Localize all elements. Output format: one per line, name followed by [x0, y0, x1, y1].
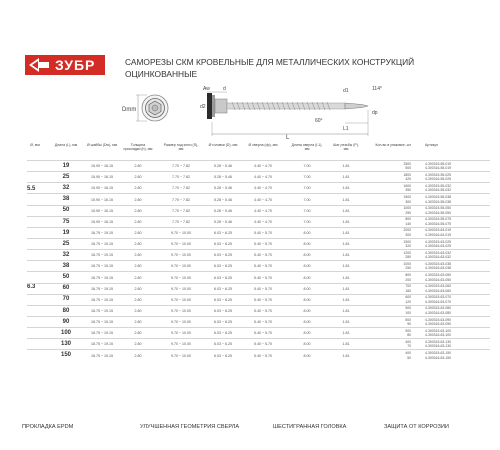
table-row — [27, 316, 490, 327]
thread-pitch-cell: 1.81 — [342, 197, 350, 202]
article-number-cell: 4-300315-63-050 — [425, 273, 452, 277]
drill-diameter-cell: 5.40 ~ 5.70 — [253, 275, 273, 280]
column-header: Длина (L), мм — [54, 143, 78, 147]
thread-pitch-cell: 1.81 — [342, 208, 350, 213]
length-cell: 80 — [62, 307, 70, 314]
washer-diameter-cell: 15.90 ~ 16.15 — [90, 164, 114, 169]
thread-pitch-cell: 1.81 — [342, 353, 350, 358]
article-number-cell: 4-300315-63-150 — [425, 350, 452, 355]
wrench-size-cell: 9.70 ~ 10.00 — [170, 286, 192, 291]
pack-quantity-cell: 1000 — [403, 261, 411, 266]
dmm-label: Dmm — [122, 107, 137, 113]
screw-side-view — [207, 93, 368, 119]
pack-quantity-cell: 90 — [407, 322, 411, 327]
head-diameter-cell: 6.03 ~ 6.25 — [213, 275, 233, 280]
table-row — [27, 349, 490, 360]
table-body — [27, 160, 490, 361]
pack-quantity-cell: 250 — [405, 210, 411, 215]
drill-length-cell: 7.00 — [303, 175, 311, 180]
thread-pitch-cell: 1.81 — [342, 175, 350, 180]
thread-pitch-cell: 1.81 — [342, 186, 350, 191]
pack-quantity-cell: 50 — [407, 355, 411, 360]
article-number-cell: 4-300316-63-100 — [425, 333, 452, 338]
drill-diameter-cell: 4.40 ~ 4.70 — [253, 164, 273, 169]
gasket-thickness-cell: 2.80 — [134, 353, 142, 358]
pack-quantity-cell: 400 — [405, 350, 411, 355]
gasket-thickness-cell: 2.80 — [134, 309, 142, 314]
head-diameter-cell: 6.03 ~ 6.25 — [213, 253, 233, 258]
length-cell: 32 — [62, 185, 70, 192]
wrench-size-cell: 9.70 ~ 10.00 — [170, 242, 192, 247]
head-diameter-cell: 6.03 ~ 6.25 — [213, 242, 233, 247]
pack-quantity-cell: 280 — [405, 255, 411, 260]
article-number-cell: 4-300315-55-019 — [425, 161, 452, 166]
table-row — [27, 205, 490, 216]
wrench-size-cell: 9.70 ~ 10.00 — [170, 353, 192, 358]
gasket-thickness-cell: 2.80 — [134, 286, 142, 291]
l1-label: L1 — [343, 126, 349, 132]
washer-diameter-cell: 18.75 ~ 19.15 — [90, 286, 114, 291]
head-diameter-cell: 5.28 ~ 5.46 — [213, 186, 233, 191]
column-header: Размер под ключ (S), мм — [163, 143, 199, 151]
article-number-cell: 4-300315-55-032 — [425, 183, 452, 188]
pack-quantity-cell: 200 — [405, 277, 411, 282]
article-number-cell: 4-300315-55-025 — [425, 172, 452, 177]
length-cell: 38 — [62, 196, 70, 203]
dp-label: dp — [372, 110, 378, 116]
table-row — [27, 160, 490, 171]
angle-60-label: 60° — [315, 118, 323, 124]
thread-pitch-cell: 1.81 — [342, 253, 350, 258]
wrench-size-cell: 7.70 ~ 7.82 — [171, 208, 191, 213]
article-number-cell: 4-300316-55-050 — [425, 210, 452, 215]
pack-quantity-cell: 320 — [405, 244, 411, 249]
pack-quantity-cell: 1500 — [403, 195, 411, 200]
wrench-size-cell: 9.70 ~ 10.00 — [170, 309, 192, 314]
drill-length-cell: 8.00 — [303, 331, 311, 336]
drill-length-cell: 7.00 — [303, 164, 311, 169]
thread-pitch-cell: 1.81 — [342, 219, 350, 224]
column-header: Ø сверла (dp), мм — [248, 143, 278, 147]
article-number-cell: 4-300315-63-100 — [425, 328, 452, 333]
washer-diameter-cell: 18.75 ~ 19.15 — [90, 331, 114, 336]
table-row — [27, 294, 490, 305]
angle-114-label: 114° — [372, 86, 382, 92]
drill-diameter-cell: 5.40 ~ 5.70 — [253, 320, 273, 325]
thread-pitch-cell: 1.81 — [342, 286, 350, 291]
drill-diameter-cell: 5.40 ~ 5.70 — [253, 297, 273, 302]
article-number-cell: 4-300316-63-060 — [425, 288, 452, 293]
pack-quantity-cell: 1600 — [403, 183, 411, 188]
drill-length-cell: 8.00 — [303, 297, 311, 302]
pack-quantity-cell: 120 — [405, 299, 411, 304]
length-cell: 90 — [62, 318, 70, 325]
wrench-size-cell: 9.70 ~ 10.00 — [170, 331, 192, 336]
article-number-cell: 4-300315-63-038 — [425, 261, 452, 266]
article-number-cell: 4-300315-55-075 — [425, 217, 452, 222]
article-number-cell: 4-300316-63-019 — [425, 233, 452, 238]
feature-epdm: ПРОКЛАДКА EPDM — [22, 424, 74, 430]
article-number-cell: 4-300316-63-050 — [425, 277, 452, 282]
thread-pitch-cell: 1.81 — [342, 320, 350, 325]
wrench-size-cell: 7.70 ~ 7.82 — [171, 164, 191, 169]
brand-logo — [25, 55, 105, 75]
thread-pitch-cell: 1.81 — [342, 331, 350, 336]
diameter-group — [27, 160, 490, 227]
length-cell: 19 — [62, 162, 70, 169]
article-number-cell: 4-300316-55-032 — [425, 188, 452, 193]
spec-table — [27, 140, 490, 361]
washer-diameter-cell: 18.75 ~ 19.15 — [90, 264, 114, 269]
thread-pitch-cell: 1.81 — [342, 242, 350, 247]
feature-drill-geometry: УЛУЧШЕННАЯ ГЕОМЕТРИЯ СВЕРЛА — [140, 424, 240, 430]
pack-quantity-cell: 2000 — [403, 228, 411, 233]
gasket-thickness-cell: 2.80 — [134, 186, 142, 191]
wrench-size-cell: 9.70 ~ 10.00 — [170, 264, 192, 269]
drill-length-cell: 7.00 — [303, 186, 311, 191]
pack-quantity-cell: 800 — [405, 217, 411, 222]
washer-diameter-cell: 15.90 ~ 16.15 — [90, 197, 114, 202]
drill-length-cell: 8.00 — [303, 231, 311, 236]
pack-quantity-cell: 2500 — [403, 161, 411, 166]
table-row — [27, 338, 490, 349]
wrench-size-cell: 7.70 ~ 7.82 — [171, 175, 191, 180]
drill-diameter-cell: 4.40 ~ 4.70 — [253, 186, 273, 191]
drill-diameter-cell: 5.40 ~ 5.70 — [253, 242, 273, 247]
gasket-thickness-cell: 2.80 — [134, 208, 142, 213]
article-number-cell: 4-300316-63-032 — [425, 255, 452, 260]
article-number-cell: 4-300316-55-075 — [425, 221, 452, 226]
table-header — [27, 140, 490, 160]
article-number-cell: 4-300316-63-130 — [425, 344, 452, 349]
pack-quantity-cell: 600 — [405, 295, 411, 300]
aw-label: Aw — [203, 86, 210, 92]
pack-quantity-cell: 350 — [405, 188, 411, 193]
column-header: Ø, мм — [30, 143, 40, 147]
washer-diameter-cell: 18.75 ~ 19.15 — [90, 297, 114, 302]
feature-hex-head: ШЕСТИГРАННАЯ ГОЛОВКА — [273, 424, 347, 430]
diameter-label: 5.5 — [27, 186, 36, 193]
wrench-size-cell: 9.70 ~ 10.00 — [170, 253, 192, 258]
table-row — [27, 260, 490, 271]
drill-diameter-cell: 5.40 ~ 5.70 — [253, 231, 273, 236]
drill-diameter-cell: 4.40 ~ 4.70 — [253, 175, 273, 180]
article-number-cell: 4-300315-63-032 — [425, 250, 452, 255]
washer-diameter-cell: 15.90 ~ 16.15 — [90, 219, 114, 224]
table-row — [27, 216, 490, 227]
length-cell: 60 — [62, 285, 70, 292]
article-number-cell: 4-300316-63-070 — [425, 299, 452, 304]
head-diameter-cell: 6.03 ~ 6.25 — [213, 264, 233, 269]
head-diameter-cell: 5.28 ~ 5.46 — [213, 197, 233, 202]
drill-diameter-cell: 4.40 ~ 4.70 — [253, 197, 273, 202]
washer-diameter-cell: 18.75 ~ 19.15 — [90, 320, 114, 325]
gasket-thickness-cell: 2.80 — [134, 342, 142, 347]
length-cell: 25 — [62, 173, 70, 180]
gasket-thickness-cell: 2.80 — [134, 175, 142, 180]
pack-quantity-cell: 500 — [405, 166, 411, 171]
drill-length-cell: 7.00 — [303, 197, 311, 202]
washer-diameter-cell: 15.90 ~ 16.15 — [90, 175, 114, 180]
gasket-thickness-cell: 2.80 — [134, 219, 142, 224]
washer-diameter-cell: 18.75 ~ 19.15 — [90, 231, 114, 236]
head-diameter-cell: 5.28 ~ 5.46 — [213, 164, 233, 169]
article-number-cell: 4-300316-63-038 — [425, 266, 452, 271]
drill-diameter-cell: 4.40 ~ 4.70 — [253, 219, 273, 224]
table-row — [27, 249, 490, 260]
article-number-cell: 4-300315-55-050 — [425, 206, 452, 211]
washer-diameter-cell: 15.90 ~ 16.15 — [90, 208, 114, 213]
article-number-cell: 4-300315-63-090 — [425, 317, 452, 322]
article-number-cell: 4-300315-63-019 — [425, 228, 452, 233]
article-number-cell: 4-300315-55-038 — [425, 195, 452, 200]
feature-bar — [0, 418, 500, 436]
drill-length-cell: 8.00 — [303, 286, 311, 291]
length-cell: 100 — [60, 329, 71, 336]
gasket-thickness-cell: 2.80 — [134, 253, 142, 258]
washer-diameter-cell: 18.75 ~ 19.15 — [90, 242, 114, 247]
drill-diameter-cell: 4.40 ~ 4.70 — [253, 208, 273, 213]
pack-quantity-cell: 500 — [405, 317, 411, 322]
article-number-cell: 4-300315-63-130 — [425, 339, 452, 344]
drill-diameter-cell: 5.40 ~ 5.70 — [253, 309, 273, 314]
thread-pitch-cell: 1.81 — [342, 231, 350, 236]
drill-length-cell: 8.00 — [303, 253, 311, 258]
length-cell: 25 — [62, 240, 70, 247]
article-number-cell: 4-300316-63-080 — [425, 311, 452, 316]
head-diameter-cell: 6.03 ~ 6.25 — [213, 342, 233, 347]
article-number-cell: 4-300316-63-090 — [425, 322, 452, 327]
thread-pitch-cell: 1.81 — [342, 342, 350, 347]
gasket-thickness-cell: 2.80 — [134, 231, 142, 236]
drill-diameter-cell: 5.40 ~ 5.70 — [253, 331, 273, 336]
pack-quantity-cell: 250 — [405, 266, 411, 271]
head-diameter-cell: 6.03 ~ 6.25 — [213, 331, 233, 336]
article-number-cell: 4-300315-63-070 — [425, 295, 452, 300]
wrench-size-cell: 9.70 ~ 10.00 — [170, 231, 192, 236]
thread-pitch-cell: 1.81 — [342, 297, 350, 302]
column-header: Шаг резьбы (P), мм — [333, 143, 359, 151]
pack-quantity-cell: 160 — [405, 288, 411, 293]
column-header: Кол-во в упаковке, шт — [375, 143, 411, 147]
head-diameter-cell: 6.03 ~ 6.25 — [213, 353, 233, 358]
pack-quantity-cell: 1200 — [403, 250, 411, 255]
drill-length-cell: 8.00 — [303, 264, 311, 269]
gasket-thickness-cell: 2.80 — [134, 197, 142, 202]
article-number-cell: 4-300315-63-080 — [425, 306, 452, 311]
wrench-size-cell: 9.70 ~ 10.00 — [170, 320, 192, 325]
drill-length-cell: 8.00 — [303, 320, 311, 325]
d1-label: d1 — [343, 88, 349, 94]
table-row — [27, 227, 490, 238]
page-title — [125, 56, 414, 80]
drill-length-cell: 8.00 — [303, 275, 311, 280]
length-cell: 70 — [62, 296, 70, 303]
drill-length-cell: 8.00 — [303, 309, 311, 314]
table-row — [27, 305, 490, 316]
length-cell: 50 — [62, 207, 70, 214]
table-row — [27, 193, 490, 204]
thread-pitch-cell: 1.81 — [342, 309, 350, 314]
length-cell: 38 — [62, 263, 70, 270]
length-cell: 19 — [62, 229, 70, 236]
article-number-cell: 4-300315-63-060 — [425, 284, 452, 289]
article-number-cell: 4-300316-55-025 — [425, 177, 452, 182]
article-number-cell: 4-300316-55-019 — [425, 166, 452, 171]
column-header: Артикул — [425, 143, 439, 147]
l-label: L — [286, 135, 290, 140]
drill-diameter-cell: 5.40 ~ 5.70 — [253, 253, 273, 258]
title-line-2: ОЦИНКОВАННЫЕ — [125, 69, 198, 79]
wrench-size-cell: 7.70 ~ 7.82 — [171, 219, 191, 224]
drill-diameter-cell: 5.40 ~ 5.70 — [253, 264, 273, 269]
length-cell: 150 — [60, 352, 71, 359]
gasket-thickness-cell: 2.80 — [134, 297, 142, 302]
column-header: Толщина прокладки (h), мм — [123, 143, 153, 151]
wrench-size-cell: 9.70 ~ 10.00 — [170, 297, 192, 302]
pack-quantity-cell: 500 — [405, 328, 411, 333]
gasket-thickness-cell: 2.80 — [134, 242, 142, 247]
pack-quantity-cell: 400 — [405, 339, 411, 344]
article-number-cell: 4-300316-63-150 — [425, 355, 452, 360]
pack-quantity-cell: 1800 — [403, 172, 411, 177]
column-header: Ø головки (D), мм — [208, 143, 238, 147]
screw-head-top-view — [142, 95, 168, 121]
drill-length-cell: 7.00 — [303, 208, 311, 213]
table-row — [27, 327, 490, 338]
pack-quantity-cell: 1500 — [403, 239, 411, 244]
head-diameter-cell: 6.03 ~ 6.25 — [213, 297, 233, 302]
drill-diameter-cell: 5.40 ~ 5.70 — [253, 286, 273, 291]
washer-diameter-cell: 18.75 ~ 19.15 — [90, 309, 114, 314]
gasket-thickness-cell: 2.80 — [134, 320, 142, 325]
head-diameter-cell: 6.03 ~ 6.25 — [213, 286, 233, 291]
length-cell: 50 — [62, 274, 70, 281]
pack-quantity-cell: 800 — [405, 273, 411, 277]
screw-drawing — [100, 78, 400, 140]
pack-quantity-cell: 100 — [405, 311, 411, 316]
washer-diameter-cell: 15.90 ~ 16.15 — [90, 186, 114, 191]
table-row — [27, 182, 490, 193]
head-diameter-cell: 6.03 ~ 6.25 — [213, 309, 233, 314]
pack-quantity-cell: 420 — [405, 177, 411, 182]
thread-pitch-cell: 1.81 — [342, 264, 350, 269]
length-cell: 32 — [62, 251, 70, 258]
drill-diameter-cell: 5.40 ~ 5.70 — [253, 353, 273, 358]
brand-arrow-icon — [27, 57, 51, 73]
drill-length-cell: 8.00 — [303, 242, 311, 247]
thread-pitch-cell: 1.81 — [342, 164, 350, 169]
head-diameter-cell: 5.28 ~ 5.46 — [213, 208, 233, 213]
length-cell: 130 — [60, 341, 71, 348]
pack-quantity-cell: 1000 — [403, 206, 411, 211]
column-header: Ø шайбы (Dw), мм — [86, 143, 118, 147]
head-diameter-cell: 6.03 ~ 6.25 — [213, 231, 233, 236]
gasket-thickness-cell: 2.80 — [134, 275, 142, 280]
gasket-thickness-cell: 2.80 — [134, 164, 142, 169]
drill-length-cell: 7.00 — [303, 219, 311, 224]
thread-pitch-cell: 1.81 — [342, 275, 350, 280]
wrench-size-cell: 7.70 ~ 7.82 — [171, 186, 191, 191]
d2-label: d2 — [200, 104, 206, 110]
pack-quantity-cell: 300 — [405, 199, 411, 204]
wrench-size-cell: 9.70 ~ 10.00 — [170, 275, 192, 280]
length-cell: 75 — [62, 218, 70, 225]
pack-quantity-cell: 70 — [407, 344, 411, 349]
head-diameter-cell: 5.28 ~ 5.46 — [213, 175, 233, 180]
brand-name: ЗУБР — [55, 57, 96, 73]
gasket-thickness-cell: 2.80 — [134, 264, 142, 269]
washer-diameter-cell: 18.75 ~ 19.15 — [90, 275, 114, 280]
pack-quantity-cell: 300 — [405, 233, 411, 238]
table-row — [27, 271, 490, 282]
washer-diameter-cell: 18.75 ~ 19.15 — [90, 253, 114, 258]
diameter-group — [27, 227, 490, 361]
pack-quantity-cell: 500 — [405, 306, 411, 311]
wrench-size-cell: 7.70 ~ 7.82 — [171, 197, 191, 202]
title-line-1: САМОРЕЗЫ СКМ КРОВЕЛЬНЫЕ ДЛЯ МЕТАЛЛИЧЕСКИХ КОНСТРУКЦИЙ — [125, 57, 415, 67]
column-header: Длина сверла (L1), мм — [291, 143, 323, 151]
washer-diameter-cell: 18.75 ~ 19.15 — [90, 342, 114, 347]
table-row — [27, 238, 490, 249]
wrench-size-cell: 9.70 ~ 10.00 — [170, 342, 192, 347]
pack-quantity-cell: 80 — [407, 333, 411, 338]
article-number-cell: 4-300316-55-038 — [425, 199, 452, 204]
article-number-cell: 4-300316-63-025 — [425, 244, 452, 249]
drill-diameter-cell: 5.40 ~ 5.70 — [253, 342, 273, 347]
head-diameter-cell: 6.03 ~ 6.25 — [213, 320, 233, 325]
feature-corrosion: ЗАЩИТА ОТ КОРРОЗИИ — [384, 424, 449, 430]
article-number-cell: 4-300315-63-025 — [425, 239, 452, 244]
drill-length-cell: 8.00 — [303, 342, 311, 347]
table-row — [27, 283, 490, 294]
washer-diameter-cell: 18.75 ~ 19.15 — [90, 353, 114, 358]
table-row — [27, 171, 490, 182]
head-diameter-cell: 5.28 ~ 5.46 — [213, 219, 233, 224]
d-label: d — [223, 86, 226, 92]
drill-length-cell: 8.00 — [303, 353, 311, 358]
gasket-thickness-cell: 2.80 — [134, 331, 142, 336]
diameter-label: 6.3 — [27, 283, 36, 290]
pack-quantity-cell: 140 — [405, 221, 411, 226]
pack-quantity-cell: 700 — [405, 284, 411, 289]
